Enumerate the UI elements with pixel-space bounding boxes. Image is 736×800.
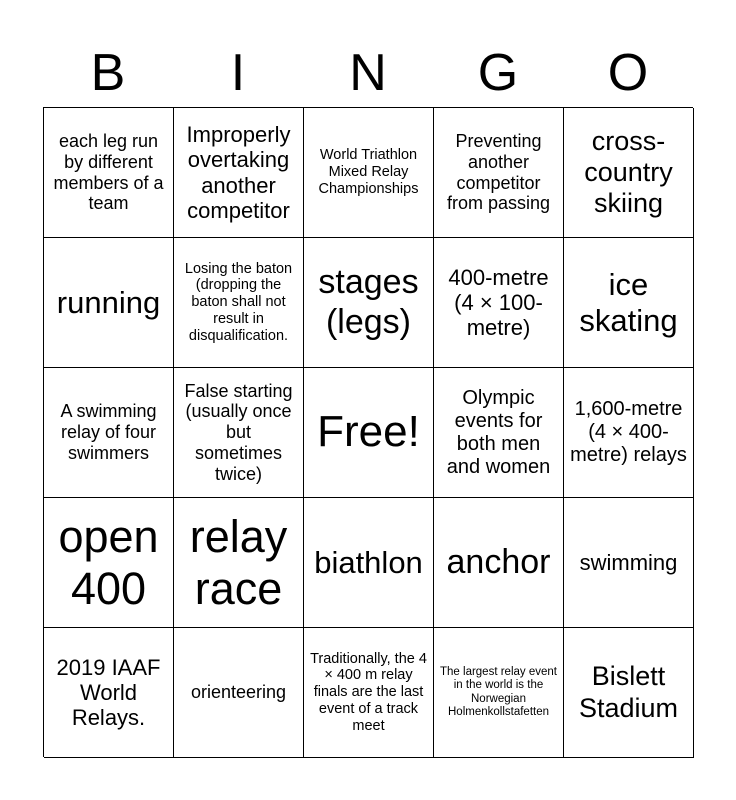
bingo-cell-text: False starting (usually once but sometimes twice): [184, 380, 293, 484]
bingo-cell[interactable]: [304, 238, 434, 368]
bingo-cell[interactable]: [44, 368, 174, 498]
bingo-cell[interactable]: [564, 498, 694, 628]
bingo-cell[interactable]: [434, 238, 564, 368]
bingo-cell-free[interactable]: [304, 368, 434, 498]
bingo-cell[interactable]: [434, 368, 564, 498]
header-letter-i: I: [230, 44, 246, 102]
bingo-cell[interactable]: [174, 368, 304, 498]
bingo-cell[interactable]: [434, 628, 564, 758]
bingo-cell-text: anchor: [446, 542, 551, 581]
bingo-cell-text: Losing the baton (dropping the baton shall not result in disqualification.: [184, 260, 293, 344]
bingo-cell-text: 1,600-metre (4 × 400-metre) relays: [570, 398, 687, 466]
bingo-cell[interactable]: [174, 238, 304, 368]
header-letter-b: B: [90, 44, 126, 102]
bingo-cell-text: open 400: [58, 510, 159, 614]
bingo-cell-text: Olympic events for both men and women: [446, 386, 551, 478]
bingo-cell-text: swimming: [579, 549, 678, 575]
bingo-cell-text: The largest relay event in the world is the Norwegian Holmenkollstafetten: [440, 666, 557, 718]
bingo-cell[interactable]: [564, 368, 694, 498]
bingo-cell[interactable]: [174, 498, 304, 628]
bingo-cell-text: 400-metre (4 × 100-metre): [448, 264, 549, 341]
bingo-cell[interactable]: [44, 108, 174, 238]
header-letter-n: N: [349, 44, 387, 102]
bingo-cell-text: stages (legs): [318, 263, 419, 341]
bingo-cell[interactable]: [304, 628, 434, 758]
bingo-cell[interactable]: [44, 498, 174, 628]
bingo-cell[interactable]: [174, 108, 304, 238]
bingo-card-grid: [43, 107, 693, 757]
bingo-cell[interactable]: [44, 238, 174, 368]
bingo-cell[interactable]: [44, 628, 174, 758]
header-letter-g: G: [477, 44, 519, 102]
bingo-cell-text: running: [56, 284, 161, 320]
bingo-cell[interactable]: [564, 238, 694, 368]
bingo-cell-text: Improperly overtaking another competitor: [186, 121, 291, 223]
bingo-cell[interactable]: [304, 108, 434, 238]
bingo-header: [43, 38, 693, 108]
bingo-cell-text: orienteering: [190, 682, 287, 703]
bingo-cell-text: World Triathlon Mixed Relay Championships: [318, 147, 419, 197]
bingo-cell[interactable]: [174, 628, 304, 758]
header-letter-o: O: [607, 44, 649, 102]
bingo-cell-text: relay race: [189, 510, 288, 614]
bingo-cell[interactable]: [434, 498, 564, 628]
bingo-cell[interactable]: [564, 108, 694, 238]
bingo-cell[interactable]: [564, 628, 694, 758]
bingo-cell-text: cross-country skiing: [584, 125, 673, 219]
bingo-cell[interactable]: [434, 108, 564, 238]
bingo-cell-text: Bislett Stadium: [578, 661, 679, 723]
bingo-cell-text: Free!: [317, 407, 420, 457]
bingo-cell-text: biathlon: [314, 544, 423, 580]
bingo-cell[interactable]: [304, 498, 434, 628]
bingo-cell-text: Preventing another competitor from passing: [446, 131, 551, 214]
bingo-cell-text: ice skating: [579, 266, 678, 338]
bingo-cell-text: each leg run by different members of a team: [53, 131, 164, 214]
bingo-cell-text: Traditionally, the 4 × 400 m relay finals are the last event of a track meet: [310, 650, 427, 734]
bingo-cell-text: 2019 IAAF World Relays.: [56, 654, 161, 731]
bingo-cell-text: A swimming relay of four swimmers: [60, 401, 157, 463]
